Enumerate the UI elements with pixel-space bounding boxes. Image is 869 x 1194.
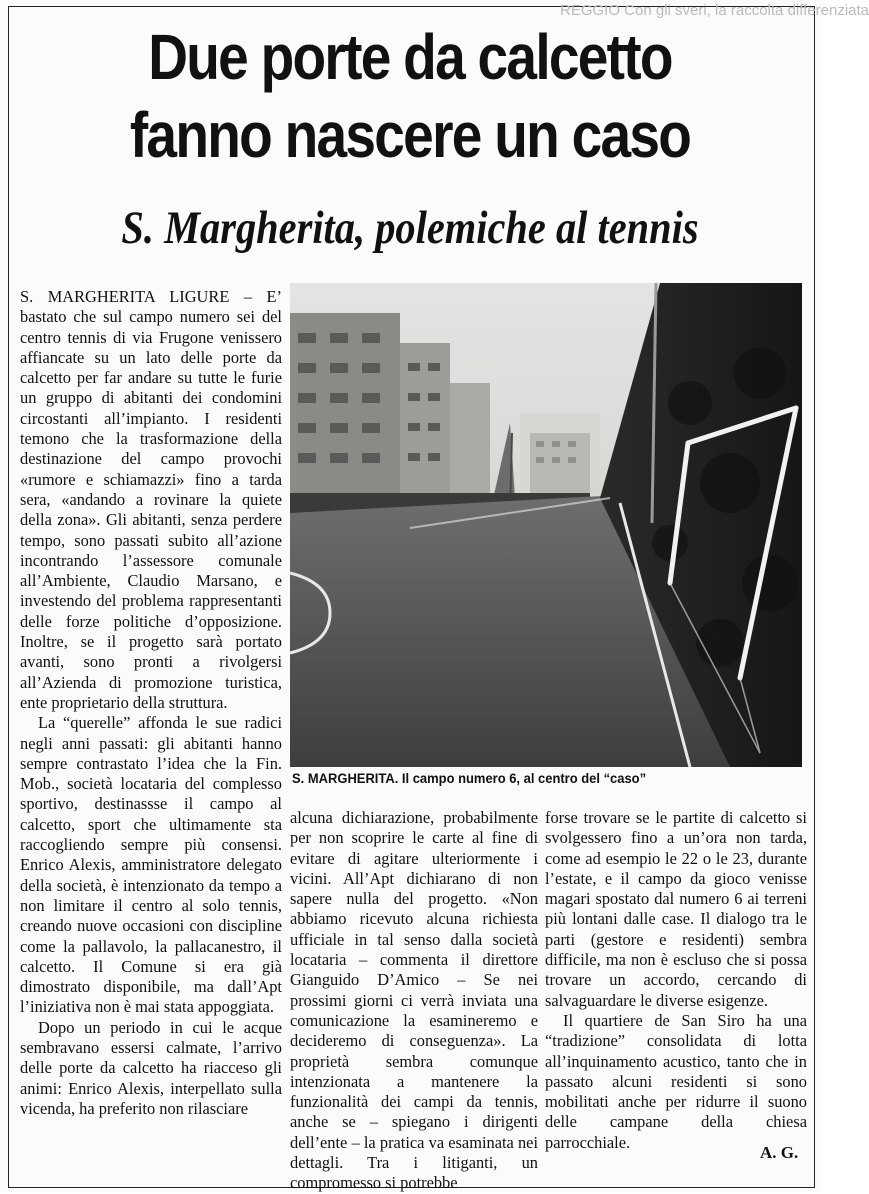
paragraph: alcuna dichiarazione, probabilmente per non scoprire le carte al fine di evitare di agitare ulteriormente i vicini. All’Apt dichiarano di non sapere nulla del progetto. «Non abbiamo ricevuto alcuna richiesta ufficiale in tal senso dalla società locataria – commenta il direttore Gianguido D’Amico – Se nei prossimi giorni ci verrà inviata una comunicazione la esamineremo e decideremo di conseguenza». La proprietà sembra comunque intenzionata a mantenere la funzionalità dei campi da tennis, anche se – spiegano i dirigenti dell’ente – la pratica va esaminata nei dettagli. Tra i litiganti, un compromesso si potrebbe xyxy=(290,808,538,1193)
headline xyxy=(75,18,746,174)
text-column-1 xyxy=(20,287,282,1119)
text-column-3 xyxy=(545,808,807,1153)
court-photo xyxy=(290,283,802,767)
author-initials: A. G. xyxy=(760,1143,799,1162)
text-column-2 xyxy=(290,808,538,1194)
paragraph: Il quartiere de San Siro ha una “tradizione” consolidata di lotta all’inquinamento acustico, tanto che in passato alcuni residenti si sono mobilitati anche per ridurre il suono delle campane della chiesa parrocchiale. xyxy=(545,1010,807,1152)
adjacent-article-strip: REGGIO Con gli sveri, la raccolta differenziata xyxy=(560,2,869,19)
paragraph: forse trovare se le partite di calcetto si svolgessero fino a un’ora non tarda, come ad esempio le 22 o le 23, durante l’estate, e il campo da gioco venisse magari spostato dal numero 6 ai terreni più lontani dalle case. Il dialogo tra le parti (gestore e residenti) sembra difficile, ma non è escluso che si possa trovare un accordo, cercando di salvaguardare le diverse esigenze. xyxy=(545,808,807,1010)
headline-line-2: fanno nascere un caso xyxy=(129,99,691,171)
paragraph: S. MARGHERITA LIGURE – E’ bastato che sul campo numero sei del centro tennis di via Frugone venissero affiancate su un lato delle porte da calcetto per far andare su tutte le furie un gruppo di abitanti dei condomini circostanti all’impianto. I residenti temono che la trasformazione della destinazione del campo provochi «rumore e schiamazzi» fino a tarda sera, «andando a rovinare la quiete della zona». Gli abitanti, senza perdere tempo, sono passati subito all’azione incontrando l’assessore comunale all’Ambiente, Claudio Marsano, e investendo del problema rappresentanti delle forze politiche d’opposizione. Inoltre, se il progetto sarà portato avanti, sono pronti a rivolgersi all’Azienda di promozione turistica, ente proprietario della struttura. xyxy=(20,287,282,712)
paragraph: Dopo un periodo in cui le acque sembravano essersi calmate, l’arrivo delle porte da calcetto ha riacceso gli animi: Enrico Alexis, interpellato sulla vicenda, ha preferito non rilasciare xyxy=(20,1017,282,1118)
subheadline: S. Margherita, polemiche al tennis xyxy=(121,202,699,254)
headline-line-1: Due porte da calcetto xyxy=(148,21,672,93)
photo-caption: S. MARGHERITA. Il campo numero 6, al centro del “caso” xyxy=(292,771,647,786)
paragraph: La “querelle” affonda le sue radici negli anni passati: gli abitanti hanno sempre contrastato l’idea che la Fin. Mob., società locataria del complesso sportivo, destinassse il campo al calcetto, sport che ultimamente sta raccogliendo sempre più consensi. Enrico Alexis, amministratore delegato della società, è intenzionato da tempo a non limitare il centro al solo tennis, creando nuove occasioni con discipline come la pallavolo, la pallacanestro, il calcetto. Il Comune si era già dimostrato disponibile, ma dall’Apt l’iniziativa non è mai stata appoggiata. xyxy=(20,713,282,1017)
court-photo-illustration xyxy=(290,283,802,767)
